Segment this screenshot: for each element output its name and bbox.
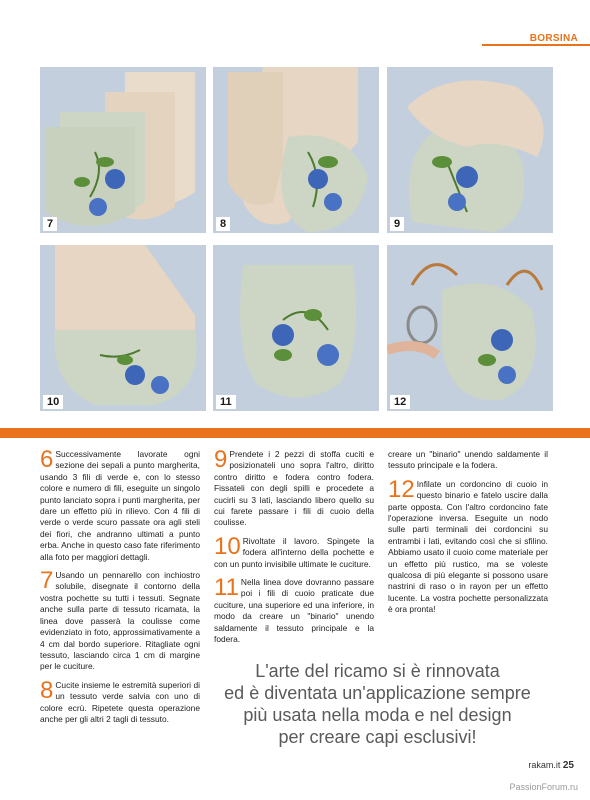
step-paragraph (40, 446, 200, 563)
site-name: rakam.it (528, 760, 561, 770)
photo-number: 8 (216, 217, 230, 231)
quote-line: ed è diventata un'applicazione sempre (224, 683, 531, 703)
step-paragraph (388, 475, 548, 616)
text-column-3 (388, 449, 548, 623)
pouch-turned-illustration (387, 67, 553, 233)
photo-step-7 (40, 67, 206, 233)
photo-step-11 (213, 245, 379, 411)
step-text: Usando un pennarello con inchiostro solubile, disegnate il contorno della vostra pochette su tutti i tessuti. Segnate anche sulla parte di tessuto ricamata, la linea dove passerà la coulisse come evidenziato in foto, approssimativamente a 4 cm dal bordo superiore. Ritagliate ogni tessuto, lasciando circa 1 cm di margine per le cuciture. (40, 570, 200, 672)
step-text: Cucite insieme le estremità superiori di un tessuto verde salvia con uno di colore ecrù. Ripetete questa operazione anche per gli altri 2 tagli di tessuto. (40, 679, 200, 724)
step-paragraph (214, 446, 374, 529)
text-column-1 (40, 446, 200, 732)
step-number: 8 (40, 676, 54, 704)
photo-number: 10 (43, 395, 63, 409)
photo-number: 11 (216, 395, 236, 409)
step-text: Rivoltate il lavoro. Spingete la fodera all'interno della pochette e con un punto invisibile ultimate le cuciture. (214, 535, 374, 569)
photo-step-10 (40, 245, 206, 411)
fabric-pieces-illustration (40, 67, 206, 233)
step-paragraph (388, 449, 548, 472)
section-rule (482, 44, 590, 46)
step-number: 9 (214, 446, 228, 473)
pouch-with-scissors-illustration (387, 245, 553, 411)
step-text: Nella linea dove dovranno passare poi i fili di cuoio praticate due cuciture, una superiore ed una inferiore, in modo da creare un "binario" unendo saldamente il tessuto principale e la fodera. (214, 577, 374, 645)
page-footer (528, 760, 574, 771)
lining-inside-illustration (40, 245, 206, 411)
photo-number: 7 (43, 217, 57, 231)
step-paragraph (40, 676, 200, 726)
divider-bar (0, 428, 590, 438)
step-text-continued: creare un "binario" unendo saldamente il tessuto principale e la fodera. (388, 449, 548, 471)
photo-number: 12 (390, 395, 410, 409)
step-number: 6 (40, 446, 54, 473)
fabric-sewn-illustration (213, 67, 379, 233)
step-number: 10 (214, 532, 241, 560)
text-column-2 (214, 446, 374, 653)
step-text: Infilate un cordoncino di cuoio in questo binario e fatelo uscire dalla parte opposta. Con l'altro cordoncino fate l'operazione inversa. Eseguite un nodo sulle parti terminali dei cordoncini su entrambi i lati, evitando così che si sfilino. Abbiamo usato il cuoio come materiale per un effetto più rustico, ma se voleste qualcosa di più elegante si possono usare nastrini di raso o in rayon per un effetto lucente. La vostra pochette personalizzata è ora pronta! (388, 478, 548, 615)
step-text: Prendete i 2 pezzi di stoffa cuciti e posizionateli uno sopra l'altro, diritto contro diritto e fodera contro fodera. Fissateli con degli spilli e procedete a cucirli su 3 lati, lasciando libero quello su cui farete passare i fili di cuoio della coulisse. (214, 449, 374, 528)
step-number: 12 (388, 475, 415, 503)
step-paragraph (214, 532, 374, 570)
photo-step-9 (387, 67, 553, 233)
photo-number: 9 (390, 217, 404, 231)
step-paragraph (40, 567, 200, 673)
step-text: Successivamente lavorate ogni sezione dei sepali a punto margherita, usando 3 fili di verde e, con lo stesso colore e numero di fili, eseguite un singolo punto lanciato sopra i punti margherita, per dare un effetto più in rilievo. Con 4 fili di verde o verde scuro passate ora agli steli dei fiori, che andranno ultimati a punto erba. Anche in questo caso fate riferimento alla foto per maggiori dettagli. (40, 449, 200, 562)
quote-line: più usata nella moda e nel design (243, 705, 512, 725)
step-number: 11 (214, 574, 239, 602)
page-number: 25 (562, 760, 574, 771)
watermark: PassionForum.ru (509, 782, 578, 792)
photo-step-8 (213, 67, 379, 233)
quote-line: L'arte del ricamo si è rinnovata (255, 661, 500, 681)
section-tab (482, 34, 590, 46)
section-label: BORSINA (529, 33, 578, 44)
quote-line: per creare capi esclusivi! (278, 727, 477, 747)
pull-quote (205, 660, 550, 748)
step-paragraph (214, 574, 374, 645)
photo-step-12 (387, 245, 553, 411)
finished-pouch-illustration (213, 245, 379, 411)
step-number: 7 (40, 567, 54, 595)
